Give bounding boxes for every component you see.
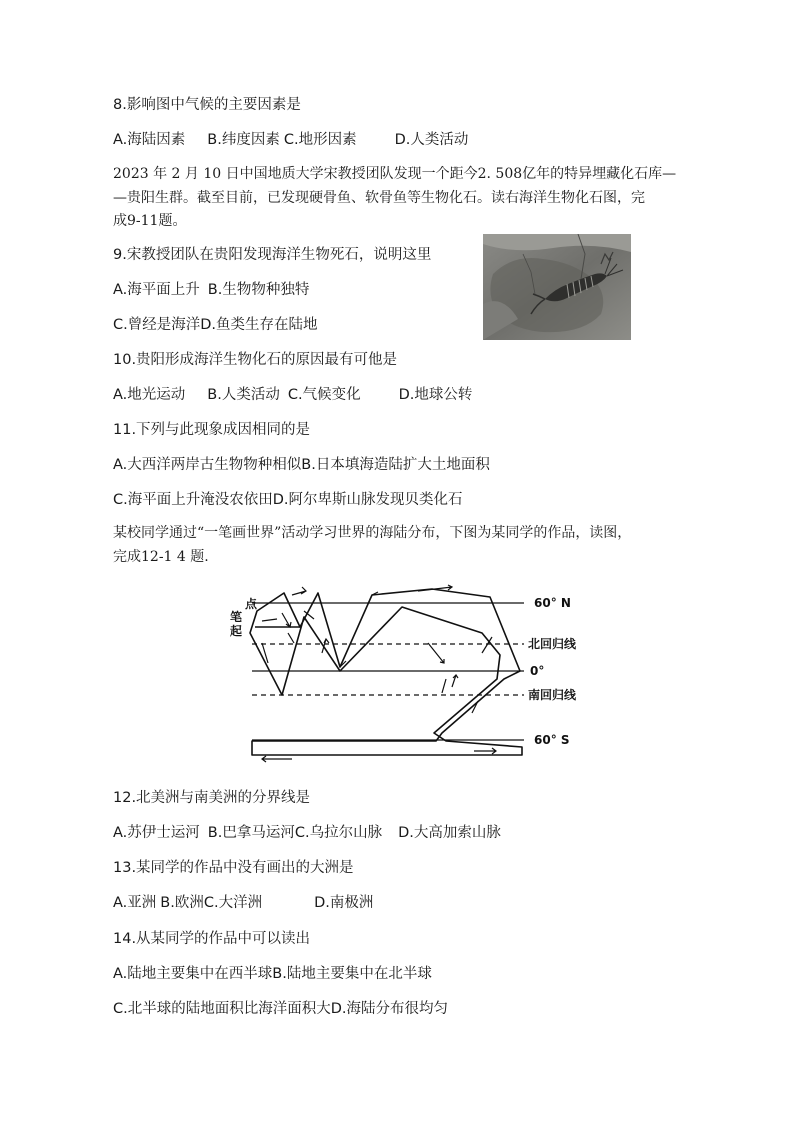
option-b: B.陆地主要集中在北半球 [272,966,432,982]
option-c: C.曾经是海洋 [113,317,201,333]
label-60n: 60° N [534,596,571,610]
question-9-options-row-2 [113,313,318,334]
question-14-stem: 14.从某同学的作品中可以读出 [113,931,311,947]
option-a: A.海陆因素 [113,132,186,148]
passage-2-line-2: 完成12-1 4 题. [113,549,209,565]
one-stroke-world-diagram [222,583,602,773]
label-60s: 60° S [534,733,570,747]
option-a: A.苏伊士运河 [113,825,200,841]
passage-1-line-2: —贵阳生群。截至目前，已发现硬骨鱼、软骨鱼等生物化石。读右海洋生物化石图，完 [113,190,645,206]
arrow-marks [262,585,496,762]
question-14-options-row-2 [113,997,448,1018]
option-a: A.大西洋两岸古生物物种相似 [113,457,302,473]
question-11-options-row-1 [113,453,490,474]
continent-stroke-path [250,589,522,755]
option-b: B.纬度因素 [207,132,280,148]
question-9-options-row-1 [113,278,309,299]
question-12-stem: 12.北美洲与南美洲的分界线是 [113,790,311,806]
option-a: A.地光运动 [113,387,186,403]
question-10-stem: 10.贵阳形成海洋生物化石的原因最有可他是 [113,352,398,368]
passage-1-line-1: 2023 年 2 月 10 日中国地质大学宋教授团队发现一个距今2. 508亿年的特异埋藏化石库— [113,166,677,182]
question-10-options [113,383,472,404]
option-d: D.人类活动 [394,132,469,148]
label-tropic-north: 北回归线 [528,637,577,651]
option-d: D.南极洲 [314,895,374,911]
question-12-options [113,821,501,842]
question-13-options [113,891,373,912]
question-11-stem: 11.下列与此现象成因相同的是 [113,422,311,438]
option-d: D.鱼类生存在陆地 [200,317,318,333]
option-b: B.欧洲 [160,895,204,911]
label-start-1: 点 [245,597,258,611]
option-b: B.巴拿马运河 [207,825,295,841]
option-d: D.海陆分布很均匀 [330,1001,449,1017]
marine-fossil-image [483,234,631,340]
option-c: C.大洋洲 [203,895,263,911]
option-a: A.亚洲 [113,895,157,911]
label-start-2: 笔 [230,610,243,624]
option-c: C.北半球的陆地面积比海洋面积大 [113,1001,331,1017]
option-c: C.地形因素 [283,132,357,148]
question-8-options [113,128,468,149]
passage-2-line-1: 某校同学通过“一笔画世界”活动学习世界的海陆分布，下图为某同学的作品，读图， [113,525,632,541]
option-c: C.乌拉尔山脉 [294,825,383,841]
option-b: B.人类活动 [207,387,280,403]
option-b: B.生物物种独特 [207,282,310,298]
option-d: D.大高加索山脉 [398,825,501,841]
question-13-stem: 13.某同学的作品中没有画出的大洲是 [113,860,354,876]
option-d: D.阿尔卑斯山脉发现贝类化石 [272,492,463,508]
option-b: B.日本填海造陆扩大土地面积 [301,457,490,473]
question-9-stem: 9.宋教授团队在贵阳发现海洋生物死石，说明这里 [113,247,432,263]
label-start-3: 起 [230,624,243,638]
question-11-options-row-2 [113,488,463,509]
label-equator: 0° [530,664,545,678]
option-a: A.海平面上升 [113,282,200,298]
passage-1-line-3: 成9-11题。 [113,213,187,229]
option-c: C.海平面上升淹没农依田 [113,492,273,508]
question-8-stem: 8.影响图中气候的主要因素是 [113,97,301,113]
option-d: D.地球公转 [398,387,473,403]
option-a: A.陆地主要集中在西半球 [113,966,273,982]
option-c: C.气候变化 [287,387,361,403]
question-14-options-row-1 [113,962,432,983]
label-tropic-south: 南回归线 [528,688,577,702]
